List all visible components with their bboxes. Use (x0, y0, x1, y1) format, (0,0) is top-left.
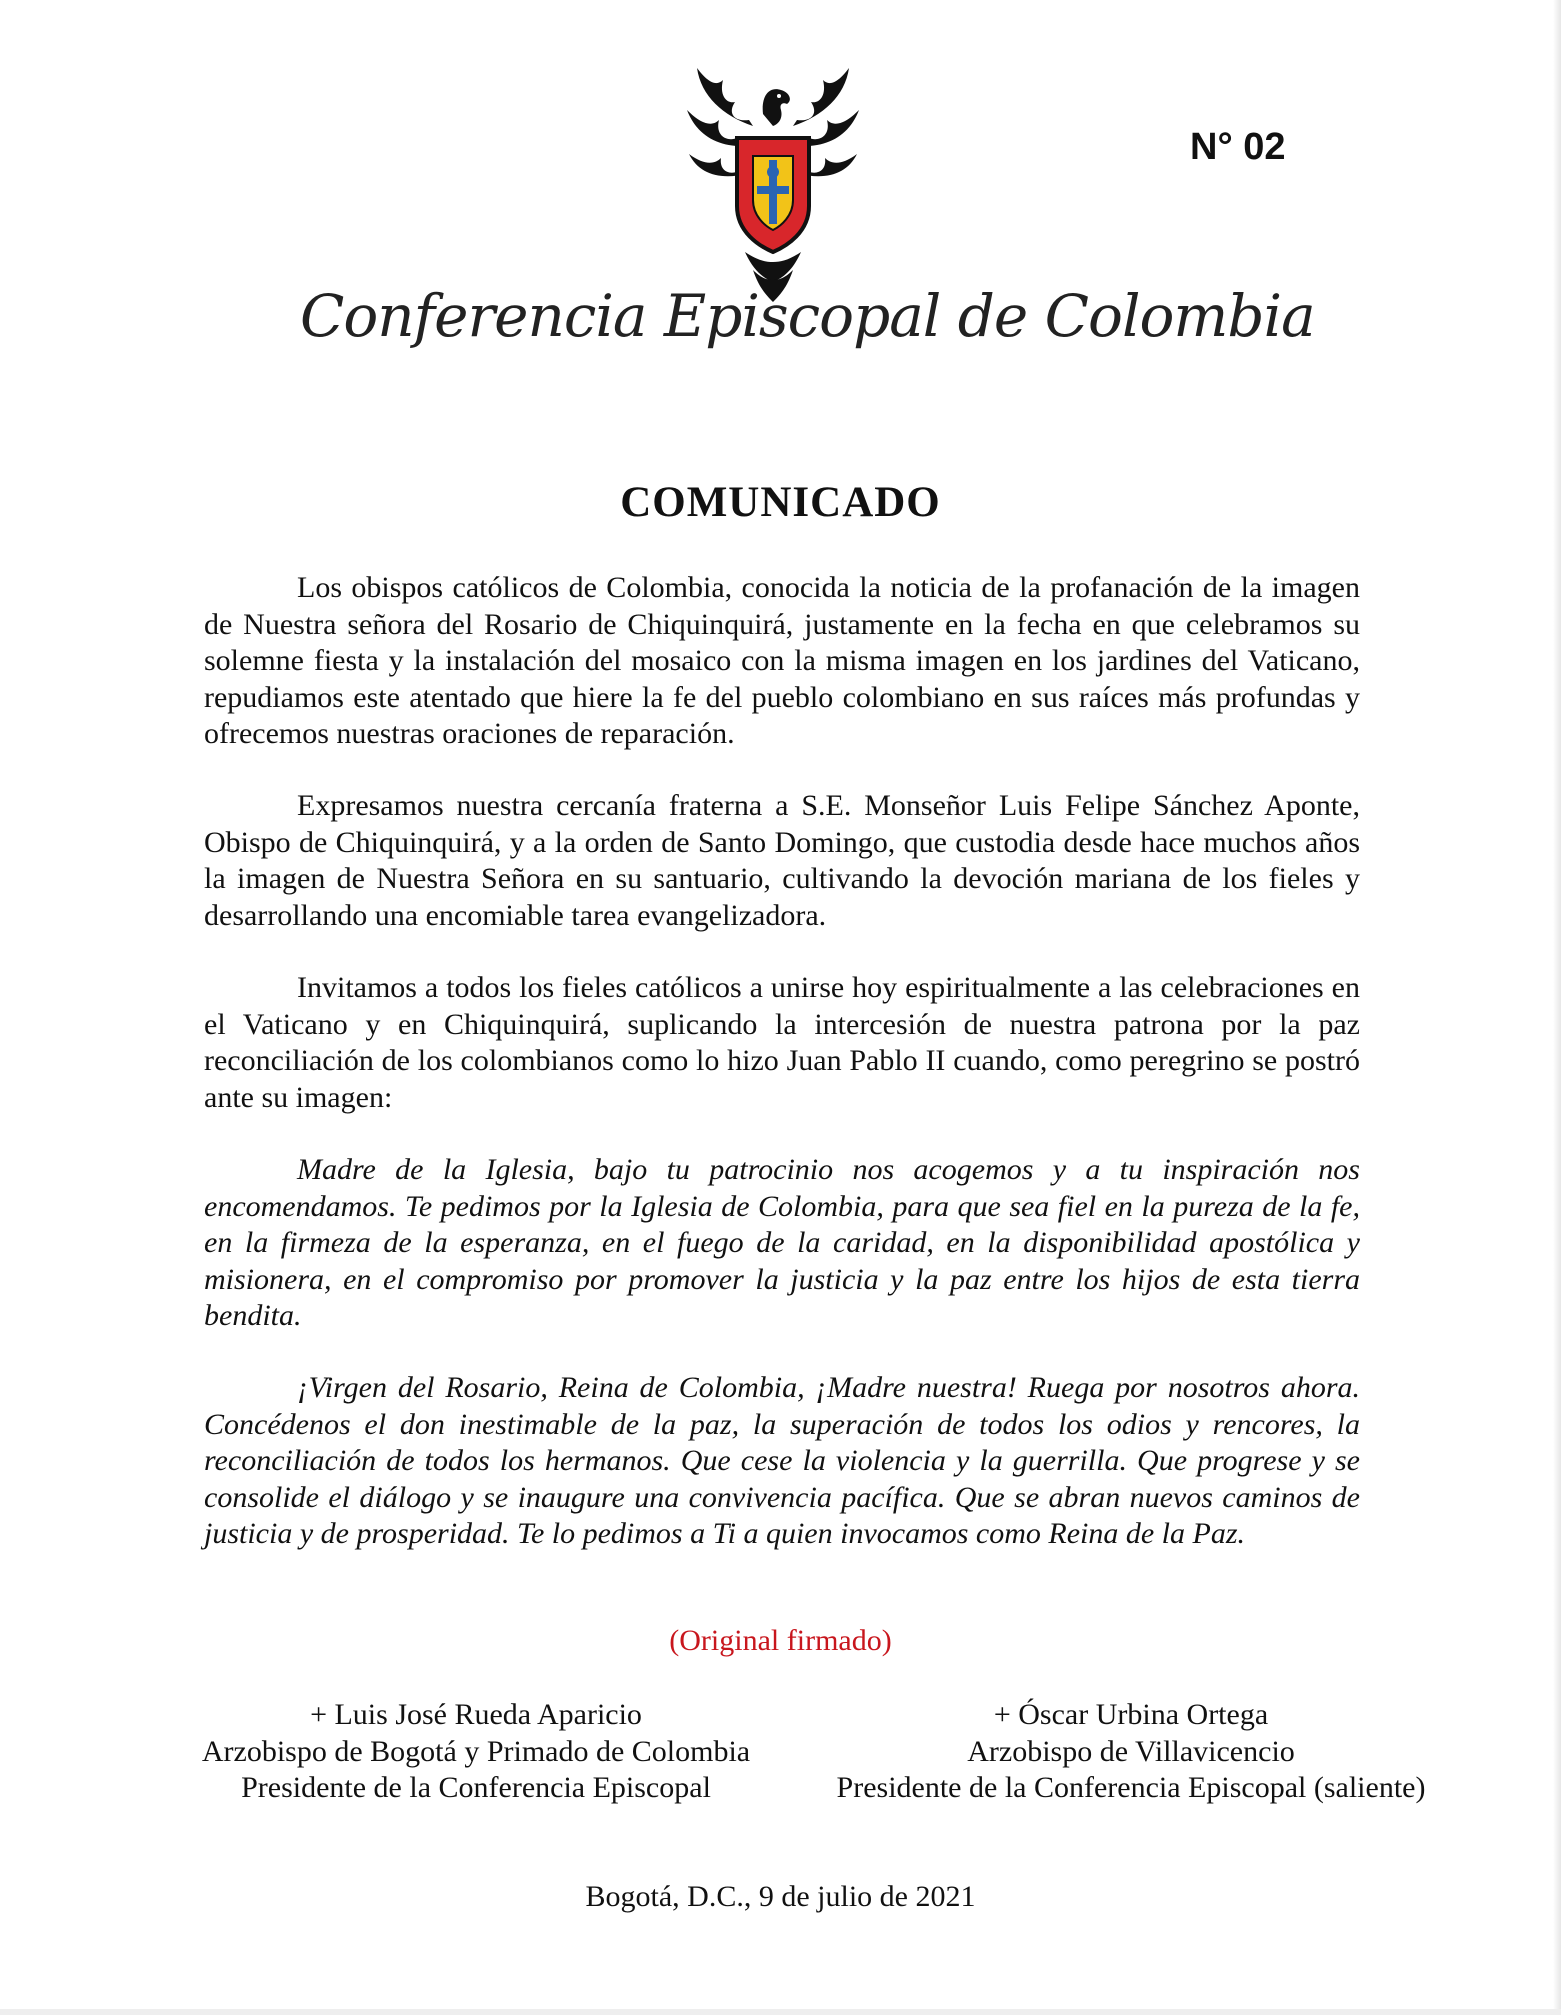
prayer-2: ¡Virgen del Rosario, Reina de Colombia, ¡Madre nuestra! Ruega por nosotros ahora. Concédenos el don inestimable de la paz, la superación de todos los odios y rencores, la reconciliación de todos los hermanos. Que cese la violencia y la guerrilla. Que progrese y se consolide el diálogo y se inaugure una convivencia pacífica. Que se abran nuevos caminos de justicia y de prosperidad. Te lo pedimos a Ti a quien invocamos como Reina de la Paz. (204, 1371, 1360, 1550)
paragraph-3: Invitamos a todos los fieles católicos a unirse hoy espiritualmente a las celebraciones en el Vaticano y en Chiquinquirá, suplicando la intercesión de nuestra patrona por la paz reconciliación de los colombianos como lo hizo Juan Pablo II cuando, como peregrino se postró ante su imagen: (204, 971, 1360, 1114)
signer-right (800, 1697, 1462, 1807)
page-bottom-edge (0, 2009, 1561, 2015)
eagle-coat-of-arms-icon (683, 56, 863, 306)
prayer-1: Madre de la Iglesia, bajo tu patrocinio nos acogemos y a tu inspiración nos encomendamos. Te pedimos por la Iglesia de Colombia, para que sea fiel en la pureza de la fe, en la firmeza de la esperanza, en el fuego de la caridad, en la disponibilidad apostólica y misionera, en el compromiso por promover la justicia y la paz entre los hijos de esta tierra bendita. (204, 1153, 1360, 1332)
signer-position: Presidente de la Conferencia Episcopal (241, 1771, 711, 1804)
date-line: Bogotá, D.C., 9 de julio de 2021 (585, 1880, 976, 1913)
signer-left (150, 1697, 802, 1807)
signer-role: Arzobispo de Villavicencio (967, 1734, 1295, 1768)
document-number: N° 02 (1190, 126, 1286, 168)
original-signed-note: (Original firmado) (669, 1624, 892, 1657)
document-title: COMUNICADO (620, 479, 941, 526)
organization-name: Conferencia Episcopal de Colombia (300, 282, 1315, 350)
signer-role: Arzobispo de Bogotá y Primado de Colombia (201, 1734, 751, 1768)
paragraph-2: Expresamos nuestra cercanía fraterna a S.E. Monseñor Luis Felipe Sánchez Aponte, Obispo de Chiquinquirá, y a la orden de Santo Domingo, que custodia desde hace muchos años la imagen de Nuestra Señora en su santuario, cultivando la devoción mariana de los fieles y desarrollando una encomiable tarea evangelizadora. (204, 789, 1360, 932)
page-edge-shadow (1553, 0, 1561, 2015)
signer-name: + Luis José Rueda Aparicio (310, 1698, 642, 1731)
paragraph-1: Los obispos católicos de Colombia, conocida la noticia de la profanación de la imagen de Nuestra señora del Rosario de Chiquinquirá, justamente en la fecha en que celebramos su solemne fiesta y la instalación del mosaico con la misma imagen en los jardines del Vaticano, repudiamos este atentado que hiere la fe del pueblo colombiano en sus raíces más profundas y ofrecemos nuestras oraciones de reparación. (204, 571, 1360, 750)
signer-position: Presidente de la Conferencia Episcopal (saliente) (836, 1771, 1426, 1804)
signer-name: + Óscar Urbina Ortega (993, 1698, 1269, 1731)
